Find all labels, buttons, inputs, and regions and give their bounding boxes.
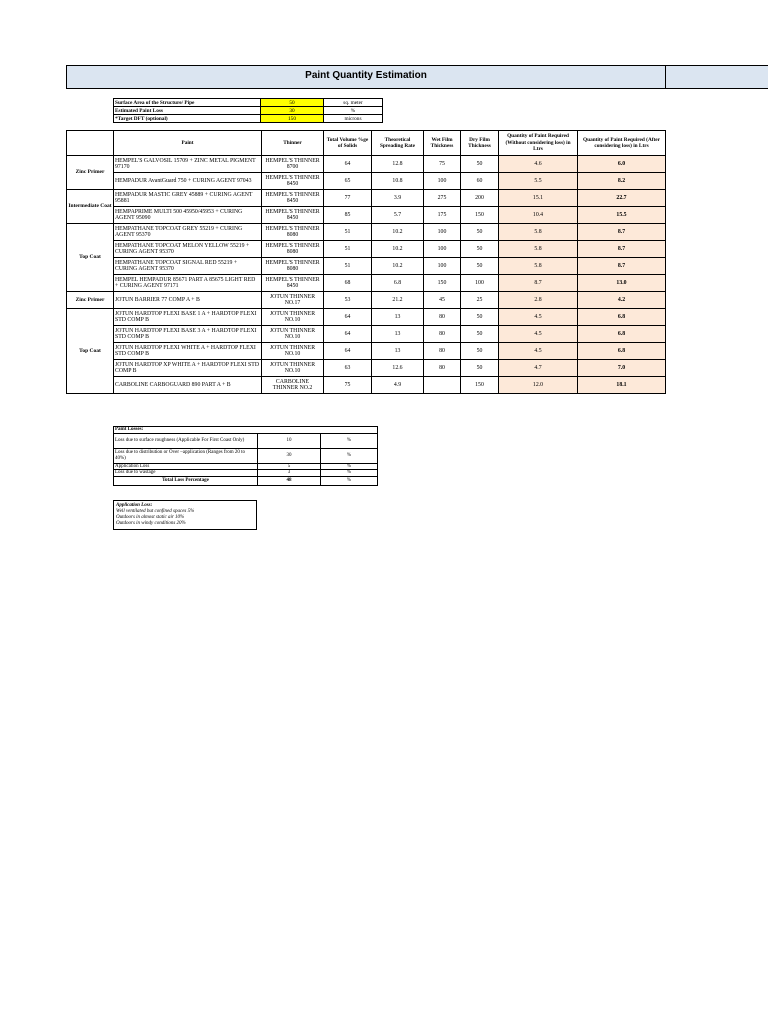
wft-cell: 100 xyxy=(424,258,461,275)
param-unit: % xyxy=(324,107,383,115)
qty-with-loss-cell: 6.8 xyxy=(578,343,666,360)
paint-table xyxy=(66,130,666,394)
loss-value[interactable]: 30 xyxy=(258,448,321,463)
qty-without-loss-cell: 8.7 xyxy=(499,275,578,292)
qty-with-loss-cell: 6.0 xyxy=(578,156,666,173)
header-solids: Total Volume %ge of Solids xyxy=(324,131,372,156)
qty-without-loss-cell: 4.5 xyxy=(499,326,578,343)
thinner-cell: HEMPEL'S THINNER 8080 xyxy=(262,241,324,258)
param-value-input[interactable]: 150 xyxy=(261,115,324,123)
solids-cell: 51 xyxy=(324,224,372,241)
qty-without-loss-cell: 10.4 xyxy=(499,207,578,224)
category-cell: Zinc Primer xyxy=(67,292,114,309)
param-unit: microns xyxy=(324,115,383,123)
qty-with-loss-cell: 15.5 xyxy=(578,207,666,224)
table-row xyxy=(67,360,666,377)
wft-cell: 80 xyxy=(424,360,461,377)
qty-with-loss-cell: 6.8 xyxy=(578,309,666,326)
loss-unit: % xyxy=(321,463,378,470)
param-row-dft xyxy=(114,115,383,123)
spreading-cell: 3.9 xyxy=(372,190,424,207)
param-value-input[interactable]: 30 xyxy=(261,107,324,115)
application-loss-line: Outdoors in almost static air 10% xyxy=(116,515,185,520)
paint-cell: HEMPATHANE TOPCOAT MELON YELLOW 55219 + CURING AGENT 95370 xyxy=(114,241,262,258)
category-cell: Top Coat xyxy=(67,224,114,292)
loss-desc: Loss due to distribution or Over –application (Ranges from 20 to 40%) xyxy=(114,448,258,463)
qty-with-loss-cell: 8.7 xyxy=(578,224,666,241)
dft-cell: 50 xyxy=(461,156,499,173)
param-row-loss xyxy=(114,107,383,115)
param-label: Surface Area of the Structure/ Pipe xyxy=(114,99,261,107)
wft-cell: 80 xyxy=(424,326,461,343)
page-title: Paint Quantity Estimation xyxy=(305,70,427,81)
spreading-cell: 13 xyxy=(372,326,424,343)
qty-without-loss-cell: 2.8 xyxy=(499,292,578,309)
spreading-cell: 10.2 xyxy=(372,258,424,275)
loss-row xyxy=(114,433,378,448)
loss-row xyxy=(114,463,378,470)
table-header-row xyxy=(67,131,666,156)
spreading-cell: 10.8 xyxy=(372,173,424,190)
paint-cell: HEMPADUR AvantGuard 750 + CURING AGENT 97043 xyxy=(114,173,262,190)
dft-cell: 50 xyxy=(461,241,499,258)
table-row xyxy=(67,309,666,326)
paint-cell: HEMPEL'S GALVOSIL 15709 + ZINC METAL PIGMENT 97170 xyxy=(114,156,262,173)
paint-cell: HEMPAPRIME MULTI 500 45950/45953 + CURING AGENT 95090 xyxy=(114,207,262,224)
qty-with-loss-cell: 13.0 xyxy=(578,275,666,292)
qty-with-loss-cell: 8.2 xyxy=(578,173,666,190)
thinner-cell: JOTUN THINNER NO.10 xyxy=(262,326,324,343)
loss-desc: Application Loss xyxy=(114,463,258,470)
qty-without-loss-cell: 12.0 xyxy=(499,377,578,394)
loss-desc: Loss due to wastage xyxy=(114,470,258,477)
dft-cell: 200 xyxy=(461,190,499,207)
param-row-area xyxy=(114,99,383,107)
solids-cell: 53 xyxy=(324,292,372,309)
solids-cell: 64 xyxy=(324,156,372,173)
dft-cell: 150 xyxy=(461,207,499,224)
param-value-input[interactable]: 50 xyxy=(261,99,324,107)
dft-cell: 50 xyxy=(461,326,499,343)
application-loss-line: Well ventilated but confined spaces 5% xyxy=(116,509,195,514)
thinner-cell: JOTUN THINNER NO.10 xyxy=(262,309,324,326)
spreading-cell: 6.8 xyxy=(372,275,424,292)
header-thinner: Thinner xyxy=(262,131,324,156)
table-row xyxy=(67,326,666,343)
table-row xyxy=(67,275,666,292)
loss-total-unit: % xyxy=(321,476,378,485)
qty-with-loss-cell: 22.7 xyxy=(578,190,666,207)
thinner-cell: HEMPEL'S THINNER 8450 xyxy=(262,207,324,224)
dft-cell: 50 xyxy=(461,360,499,377)
thinner-cell: HEMPEL'S THINNER 8700 xyxy=(262,156,324,173)
table-row xyxy=(67,241,666,258)
application-loss-line: Outdoors in windy conditions 20% xyxy=(116,521,186,526)
loss-value[interactable]: 10 xyxy=(258,433,321,448)
param-label: Estimated Paint Loss xyxy=(114,107,261,115)
solids-cell: 64 xyxy=(324,343,372,360)
wft-cell: 175 xyxy=(424,207,461,224)
paint-losses-table xyxy=(113,426,378,486)
solids-cell: 65 xyxy=(324,173,372,190)
dft-cell: 50 xyxy=(461,309,499,326)
qty-without-loss-cell: 5.8 xyxy=(499,224,578,241)
qty-without-loss-cell: 5.8 xyxy=(499,241,578,258)
paint-cell: HEMPEL HEMPADUR 85671 PART A 85675 LIGHT RED + CURING AGENT 97171 xyxy=(114,275,262,292)
qty-without-loss-cell: 4.5 xyxy=(499,343,578,360)
paint-cell: HEMPATHANE TOPCOAT GREY 55219 + CURING AGENT 95370 xyxy=(114,224,262,241)
table-row xyxy=(67,173,666,190)
qty-without-loss-cell: 5.5 xyxy=(499,173,578,190)
table-row xyxy=(67,258,666,275)
header-dft: Dry Film Thickness xyxy=(461,131,499,156)
thinner-cell: HEMPEL'S THINNER 8080 xyxy=(262,258,324,275)
spreading-cell: 10.2 xyxy=(372,224,424,241)
qty-without-loss-cell: 4.5 xyxy=(499,309,578,326)
parameters-table xyxy=(113,98,383,123)
paint-cell: JOTUN HARDTOP FLEXI WHITE A + HARDTOP FLEXI STD COMP B xyxy=(114,343,262,360)
losses-header: Paint Losses: xyxy=(114,427,378,434)
thinner-cell: HEMPEL'S THINNER 8450 xyxy=(262,275,324,292)
solids-cell: 77 xyxy=(324,190,372,207)
wft-cell: 275 xyxy=(424,190,461,207)
wft-cell: 80 xyxy=(424,343,461,360)
header-spreading: Theoretical Spreading Rate xyxy=(372,131,424,156)
header-qty-with-loss: Quantity of Paint Required (After considering loss) in Ltrs xyxy=(578,131,666,156)
wft-cell: 75 xyxy=(424,156,461,173)
table-row xyxy=(67,156,666,173)
dft-cell: 150 xyxy=(461,377,499,394)
loss-row xyxy=(114,448,378,463)
solids-cell: 75 xyxy=(324,377,372,394)
wft-cell: 100 xyxy=(424,173,461,190)
qty-with-loss-cell: 4.2 xyxy=(578,292,666,309)
dft-cell: 50 xyxy=(461,258,499,275)
paint-cell: JOTUN HARDTOP XP WHITE A + HARDTOP FLEXI STD COMP B xyxy=(114,360,262,377)
dft-cell: 25 xyxy=(461,292,499,309)
title-bar xyxy=(66,65,768,89)
loss-unit: % xyxy=(321,448,378,463)
header-wft: Wet Film Thickness xyxy=(424,131,461,156)
spreading-cell: 21.2 xyxy=(372,292,424,309)
thinner-cell: HEMPEL'S THINNER 8450 xyxy=(262,173,324,190)
loss-total-row xyxy=(114,476,378,485)
wft-cell: 100 xyxy=(424,241,461,258)
param-unit: sq. meter xyxy=(324,99,383,107)
category-cell: Zinc Primer xyxy=(67,156,114,190)
table-row xyxy=(67,207,666,224)
loss-value[interactable]: 5 xyxy=(258,463,321,470)
application-loss-header: Application Loss: xyxy=(116,503,153,508)
loss-total-value: 48 xyxy=(258,476,321,485)
qty-without-loss-cell: 5.8 xyxy=(499,258,578,275)
wft-cell: 45 xyxy=(424,292,461,309)
thinner-cell: HEMPEL'S THINNER 8080 xyxy=(262,224,324,241)
wft-cell: 150 xyxy=(424,275,461,292)
loss-unit: % xyxy=(321,470,378,477)
thinner-cell: HEMPEL'S THINNER 8450 xyxy=(262,190,324,207)
paint-cell: HEMPADUR MASTIC GREY 45889 + CURING AGENT 95881 xyxy=(114,190,262,207)
title-divider xyxy=(665,65,666,89)
qty-with-loss-cell: 8.7 xyxy=(578,258,666,275)
dft-cell: 50 xyxy=(461,224,499,241)
qty-with-loss-cell: 7.0 xyxy=(578,360,666,377)
qty-with-loss-cell: 8.7 xyxy=(578,241,666,258)
spreading-cell: 13 xyxy=(372,309,424,326)
qty-with-loss-cell: 18.1 xyxy=(578,377,666,394)
param-label: *Target DFT (optional) xyxy=(114,115,261,123)
solids-cell: 85 xyxy=(324,207,372,224)
loss-desc: Loss due to surface roughness (Applicable For First Coast Only) xyxy=(114,433,258,448)
paint-cell: JOTUN BARRIER 77 COMP A + B xyxy=(114,292,262,309)
thinner-cell: JOTUN THINNER NO.17 xyxy=(262,292,324,309)
solids-cell: 51 xyxy=(324,258,372,275)
paint-cell: CARBOLINE CARBOGUARD 890 PART A + B xyxy=(114,377,262,394)
dft-cell: 100 xyxy=(461,275,499,292)
solids-cell: 64 xyxy=(324,309,372,326)
table-row xyxy=(67,377,666,394)
wft-cell: 80 xyxy=(424,309,461,326)
solids-cell: 51 xyxy=(324,241,372,258)
solids-cell: 63 xyxy=(324,360,372,377)
thinner-cell: JOTUN THINNER NO.10 xyxy=(262,360,324,377)
spreading-cell: 4.9 xyxy=(372,377,424,394)
spreading-cell: 12.8 xyxy=(372,156,424,173)
qty-with-loss-cell: 6.8 xyxy=(578,326,666,343)
qty-without-loss-cell: 4.6 xyxy=(499,156,578,173)
paint-cell: JOTUN HARDTOP FLEXI BASE 1 A + HARDTOP FLEXI STD COMP B xyxy=(114,309,262,326)
paint-cell: JOTUN HARDTOP FLEXI BASE 3 A + HARDTOP FLEXI STD COMP B xyxy=(114,326,262,343)
thinner-cell: JOTUN THINNER NO.10 xyxy=(262,343,324,360)
table-row xyxy=(67,190,666,207)
table-row xyxy=(67,292,666,309)
header-paint: Paint xyxy=(114,131,262,156)
application-loss-note xyxy=(113,500,257,530)
category-cell: Top Coat xyxy=(67,309,114,394)
loss-row xyxy=(114,470,378,477)
wft-cell: 100 xyxy=(424,224,461,241)
solids-cell: 68 xyxy=(324,275,372,292)
qty-without-loss-cell: 15.1 xyxy=(499,190,578,207)
header-category xyxy=(67,131,114,156)
dft-cell: 50 xyxy=(461,343,499,360)
spreading-cell: 12.6 xyxy=(372,360,424,377)
spreading-cell: 13 xyxy=(372,343,424,360)
table-row xyxy=(67,224,666,241)
loss-unit: % xyxy=(321,433,378,448)
qty-without-loss-cell: 4.7 xyxy=(499,360,578,377)
dft-cell: 60 xyxy=(461,173,499,190)
losses-header-row xyxy=(114,427,378,434)
wft-cell xyxy=(424,377,461,394)
category-cell: Intermediate Coat xyxy=(67,190,114,224)
loss-total-label: Total Loss Percentage xyxy=(114,476,258,485)
header-qty-without-loss: Quantity of Paint Required (Without considering loss) in Ltrs xyxy=(499,131,578,156)
spreading-cell: 5.7 xyxy=(372,207,424,224)
spreading-cell: 10.2 xyxy=(372,241,424,258)
paint-cell: HEMPATHANE TOPCOAT SIGNAL RED 55219 + CURING AGENT 95370 xyxy=(114,258,262,275)
solids-cell: 64 xyxy=(324,326,372,343)
thinner-cell: CARBOLINE THINNER NO.2 xyxy=(262,377,324,394)
loss-value[interactable]: 3 xyxy=(258,470,321,477)
table-row xyxy=(67,343,666,360)
